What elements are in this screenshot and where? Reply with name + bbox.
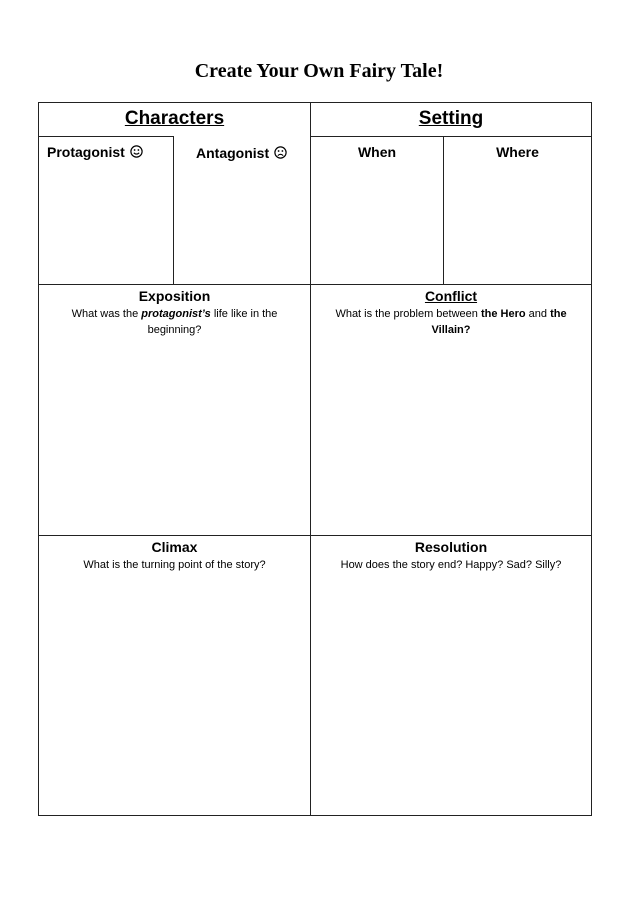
protagonist-label-row bbox=[47, 144, 143, 160]
climax-box[interactable] bbox=[38, 535, 311, 816]
resolution-box[interactable] bbox=[310, 535, 592, 816]
when-box[interactable] bbox=[310, 136, 444, 285]
setting-heading: Setting bbox=[418, 108, 484, 129]
frowning-face-icon bbox=[274, 146, 287, 159]
characters-heading: Characters bbox=[124, 108, 225, 129]
conflict-prompt: What is the problem between the Hero and the Villain? bbox=[335, 308, 567, 336]
where-label: Where bbox=[496, 144, 539, 160]
exposition-title: Exposition bbox=[138, 288, 211, 304]
exposition-box[interactable] bbox=[38, 284, 311, 536]
climax-prompt: What is the turning point of the story? bbox=[83, 559, 266, 571]
conflict-title: Conflict bbox=[424, 288, 478, 304]
page-title: Create Your Own Fairy Tale! bbox=[194, 60, 444, 82]
resolution-prompt: How does the story end? Happy? Sad? Silly? bbox=[340, 559, 562, 571]
climax-title: Climax bbox=[151, 539, 198, 555]
when-label: When bbox=[357, 144, 397, 160]
conflict-box[interactable] bbox=[310, 284, 592, 536]
protagonist-box[interactable] bbox=[38, 136, 174, 285]
resolution-title: Resolution bbox=[414, 539, 488, 555]
antagonist-label-row bbox=[196, 145, 287, 161]
smiley-face-icon bbox=[130, 145, 143, 158]
where-box[interactable] bbox=[443, 136, 592, 285]
antagonist-label: Antagonist bbox=[196, 145, 270, 161]
exposition-prompt: What was the protagonist’s life like in the beginning? bbox=[71, 308, 278, 336]
protagonist-label: Protagonist bbox=[47, 144, 125, 160]
